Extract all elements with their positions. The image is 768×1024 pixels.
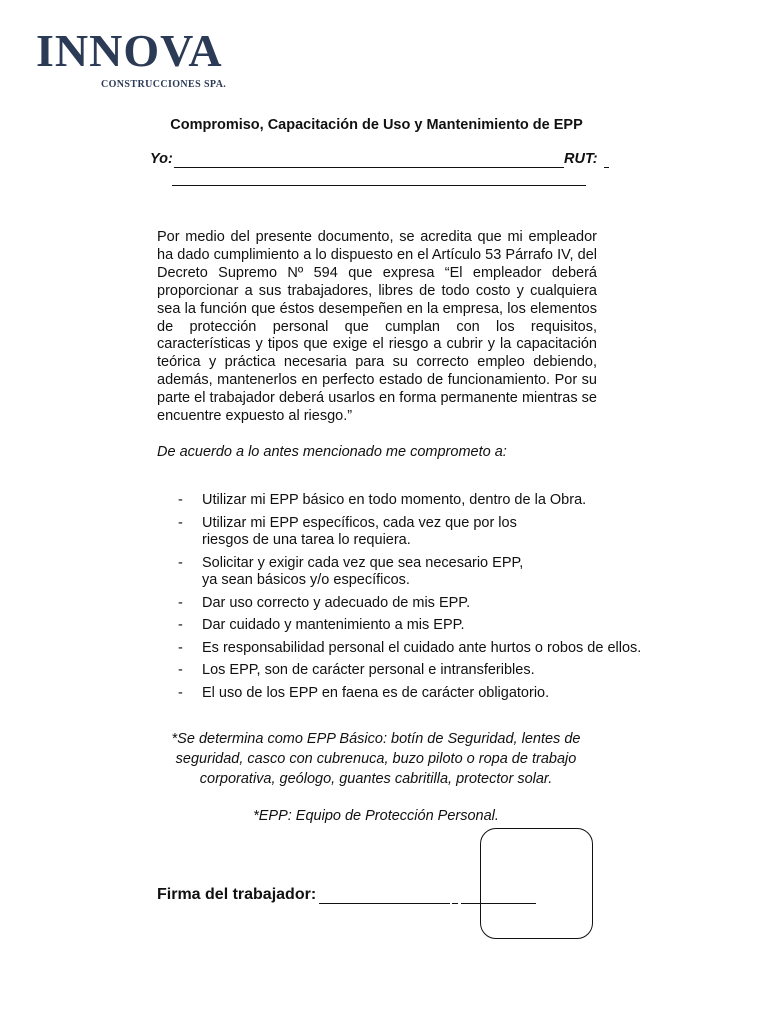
list-item: [178, 617, 641, 635]
list-item-text: Es responsabilidad personal el cuidado ante hurtos o robos de ellos.: [202, 639, 642, 656]
list-dash: -: [178, 662, 183, 678]
epp-basic-note: [150, 729, 602, 789]
list-dash: -: [178, 594, 183, 611]
list-dash: -: [178, 684, 183, 701]
epp-definition: *EPP: Equipo de Protección Personal.: [253, 808, 499, 824]
list-item: [178, 685, 641, 703]
list-item: [178, 662, 641, 680]
signature-label: Firma del trabajador:: [157, 886, 317, 903]
rut-line: [604, 167, 609, 168]
note-line: seguridad, casco con cubrenuca, buzo piloto o ropa de trabajo: [175, 751, 577, 767]
list-dash: -: [178, 492, 183, 508]
list-item-text: Los EPP, son de carácter personal e intransferibles.: [202, 662, 535, 678]
signature-line-end: [461, 903, 536, 904]
note-line: *Se determina como EPP Básico: botín de Seguridad, lentes de: [171, 731, 581, 747]
commitment-list: [178, 492, 641, 707]
list-item-text: Dar uso correcto y adecuado de mis EPP.: [202, 594, 471, 611]
list-item: [178, 640, 641, 658]
list-item: [178, 555, 641, 590]
fingerprint-box: [480, 828, 593, 939]
list-dash: -: [178, 617, 183, 633]
yo-name-line: [174, 167, 564, 168]
rut-label: RUT:: [564, 151, 598, 167]
list-dash: -: [178, 639, 183, 656]
name-continuation-line: [172, 185, 586, 186]
list-item-text: Dar cuidado y mantenimiento a mis EPP.: [202, 617, 465, 633]
list-item: [178, 595, 641, 613]
list-item-text: El uso de los EPP en faena es de carácter obligatorio.: [202, 684, 550, 701]
commitment-intro: De acuerdo a lo antes mencionado me comprometo a:: [157, 444, 507, 460]
legal-paragraph: Por medio del presente documento, se acredita que mi empleador ha dado cumplimiento a lo dispuesto en el Artículo 53 Párrafo IV, del Decreto Supremo Nº 594 que expresa “El empleador deberá proporcionar a sus trabajadores, libres de todo costo y cualquiera sea la función que éstos desempeñen en la empresa, los elementos de protección personal que cumplan con los requisitos, características y tipos que exige el riesgo a cubrir y la capacitación teórica y práctica necesaria para su correcto empleo debiendo, además, mantenerlos en perfecto estado de funcionamiento. Por su parte el trabajador deberá usarlos en forma permanente mientras se encuentre expuesto al riesgo.”: [157, 229, 597, 425]
signature-line-gap: [452, 903, 458, 904]
yo-label: Yo:: [150, 151, 173, 167]
signature-line: [319, 903, 450, 904]
document-title: Compromiso, Capacitación de Uso y Mantenimiento de EPP: [170, 117, 583, 133]
list-item: [178, 515, 641, 550]
list-item-text: Solicitar y exigir cada vez que sea necesario EPP,: [202, 554, 524, 571]
list-item-text: Utilizar mi EPP específicos, cada vez que por los: [202, 514, 517, 531]
company-logo-name: INNOVA: [36, 25, 223, 76]
list-item-text-continued: riesgos de una tarea lo requiera.: [202, 532, 411, 548]
note-line: corporativa, geólogo, guantes cabritilla, protector solar.: [199, 771, 553, 787]
list-dash: -: [178, 514, 183, 531]
list-item-text: Utilizar mi EPP básico en todo momento, dentro de la Obra.: [202, 492, 587, 508]
list-dash: -: [178, 554, 183, 571]
company-logo-subtitle: CONSTRUCCIONES SPA.: [101, 79, 227, 90]
list-item: [178, 492, 641, 510]
list-item-text-continued: ya sean básicos y/o específicos.: [202, 572, 410, 588]
